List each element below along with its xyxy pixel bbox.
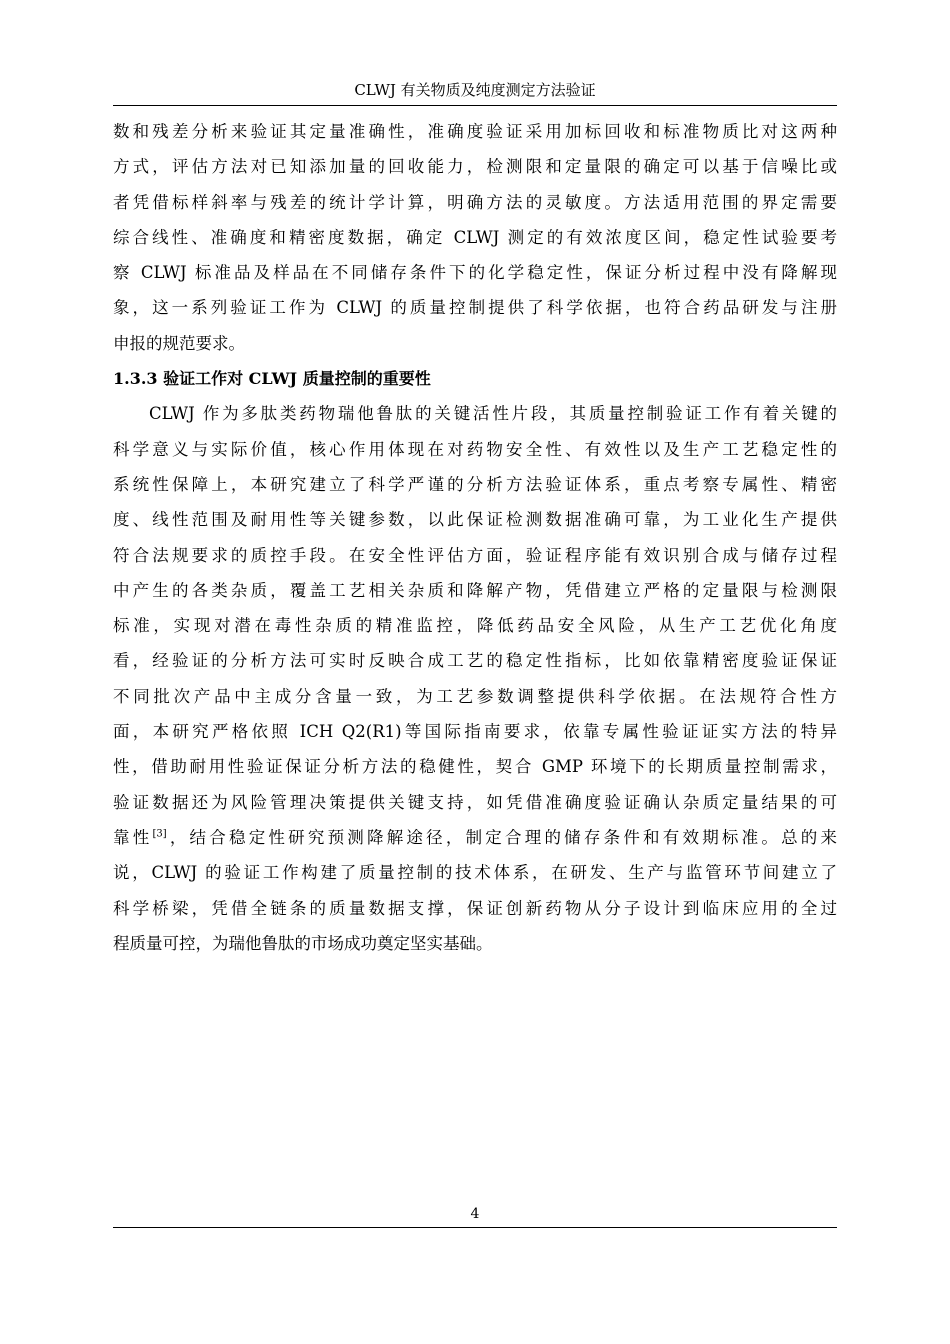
paragraph-line: 标准，实现对潜在毒性杂质的精准监控，降低药品安全风险，从生产工艺优化角度 <box>113 616 837 636</box>
paragraph-line: 程质量可控，为瑞他鲁肽的市场成功奠定坚实基础。 <box>113 933 493 953</box>
paragraph-line: 系统性保障上，本研究建立了科学严谨的分析方法验证体系，重点考察专属性、精密 <box>113 474 837 494</box>
paragraph-line: 中产生的各类杂质，覆盖工艺相关杂质和降解产物，凭借建立严格的定量限与检测限 <box>113 580 837 600</box>
paragraph-line: 面，本研究严格依照 ICH Q2(R1)等国际指南要求，依靠专属性验证证实方法的特异 <box>113 722 837 742</box>
paragraph-line: 者凭借标样斜率与残差的统计学计算，明确方法的灵敏度。方法适用范围的界定需要 <box>113 192 837 212</box>
paragraph-line: 方式，评估方法对已知添加量的回收能力，检测限和定量限的确定可以基于信噪比或 <box>113 157 837 177</box>
paragraph-line: 科学意义与实际价值，核心作用体现在对药物安全性、有效性以及生产工艺稳定性的 <box>113 439 837 459</box>
footer-rule <box>113 1227 837 1228</box>
paragraph-line: 验证数据还为风险管理决策提供关键支持，如凭借准确度验证确认杂质定量结果的可 <box>113 792 837 812</box>
header-rule <box>113 105 837 106</box>
paragraph-line: 数和残差分析来验证其定量准确性，准确度验证采用加标回收和标准物质比对这两种 <box>113 122 837 141</box>
paragraph-line: 符合法规要求的质控手段。在安全性评估方面，验证程序能有效识别合成与储存过程 <box>113 545 837 565</box>
section-heading: 1.3.3 验证工作对 CLWJ 质量控制的重要性 <box>113 369 431 389</box>
paragraph-line: 度、线性范围及耐用性等关键参数，以此保证检测数据准确可靠，为工业化生产提供 <box>113 510 837 530</box>
paragraph-line: CLWJ 作为多肽类药物瑞他鲁肽的关键活性片段，其质量控制验证工作有着关键的 <box>149 404 837 424</box>
paragraph-line: 看，经验证的分析方法可实时反映合成工艺的稳定性指标，比如依靠精密度验证保证 <box>113 651 837 671</box>
paragraph-line: 象，这一系列验证工作为 CLWJ 的质量控制提供了科学依据，也符合药品研发与注册 <box>113 298 837 318</box>
running-header: CLWJ 有关物质及纯度测定方法验证 <box>354 81 596 99</box>
paragraph-line: 申报的规范要求。 <box>113 333 245 353</box>
line-text-before-citation: 靠性 <box>113 827 153 847</box>
paragraph-line: 科学桥梁，凭借全链条的质量数据支撑，保证创新药物从分子设计到临床应用的全过 <box>113 898 837 918</box>
paragraph-line: 性，借助耐用性验证保证分析方法的稳健性，契合 GMP 环境下的长期质量控制需求， <box>113 757 837 777</box>
paragraph-line: 说，CLWJ 的验证工作构建了质量控制的技术体系，在研发、生产与监管环节间建立了 <box>113 863 837 883</box>
paragraph-line: 不同批次产品中主成分含量一致，为工艺参数调整提供科学依据。在法规符合性方 <box>113 686 837 706</box>
page-number: 4 <box>470 1206 480 1222</box>
citation-reference[interactable]: [3] <box>152 828 167 840</box>
paragraph-line: 综合线性、准确度和精密度数据，确定 CLWJ 测定的有效浓度区间，稳定性试验要考 <box>113 227 837 247</box>
paragraph-line-with-citation <box>113 820 837 855</box>
paragraph-line: 察 CLWJ 标准品及样品在不同储存条件下的化学稳定性，保证分析过程中没有降解现 <box>113 263 837 283</box>
body-text <box>113 114 837 961</box>
line-text-after-citation: ，结合稳定性研究预测降解途径，制定合理的储存条件和有效期标准。总的来 <box>166 827 837 847</box>
